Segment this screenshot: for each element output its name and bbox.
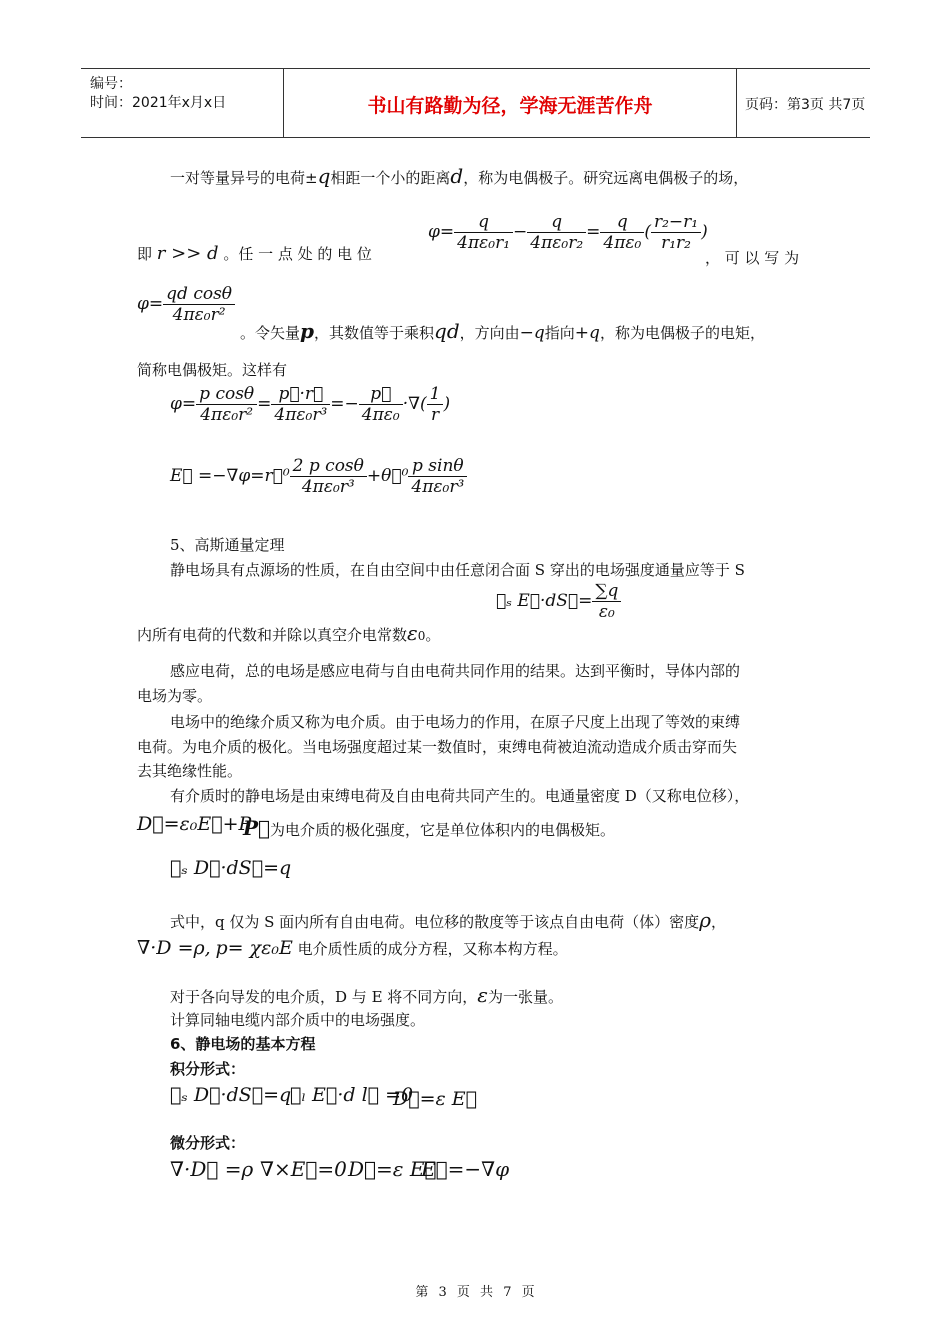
page-footer: 第 3 页 共 7 页 (415, 1285, 535, 1300)
para-dipole-intro (170, 166, 748, 188)
text: ，方向由 (459, 324, 520, 342)
para-dielectric-2: 电荷。为电介质的极化。当电场强度超过某一数值时，束缚电荷被迫流动造成介质击穿而失 (137, 738, 738, 756)
differential-form-label: 微分形式： (170, 1134, 246, 1152)
text: 电介质性质的成分方程，又称本构方程。 (297, 940, 568, 958)
math-rho: ρ (699, 908, 711, 932)
math-p-vector: p (300, 319, 314, 343)
math-p-chi: p= χε₀E (215, 937, 293, 959)
para-dipole-moment (240, 321, 765, 343)
para-constitutive (137, 938, 568, 959)
para-so-we-have: 简称电偶极矩。这样有 (137, 361, 288, 379)
section-5-heading: 5、高斯通量定理 (170, 536, 285, 554)
text: 即 (137, 245, 153, 263)
math-epsilon: ε (407, 621, 418, 645)
date-label: 时间：2021年x月x日 (90, 95, 227, 111)
math-pos-q: +q (574, 323, 600, 343)
math-epsilon: ε (477, 983, 489, 1007)
text: ，其数值等于乘积 (314, 324, 435, 342)
page-label: 页码：第3页 共7页 (745, 97, 866, 113)
equation-potential-gradient: φ= $\frac{\text{p cosθ}}{\text{4πε₀r²}}$ = $\frac{p⃗\cdot r⃗}{\text{4πε₀r³}}$ =− $\frac{p⃗}{\text{4πε₀}}$ ·∇( $\frac{1}{r}$ ) (170, 384, 451, 425)
equation-integral-constitutive: D⃗=ε E⃗ (393, 1088, 478, 1110)
equation-field-dipole: E⃗ =−∇φ=r⃗⁰ $\frac{\text{2 p cosθ}}{\text{4πε₀r³}}$ +θ⃗⁰ $\frac{\text{p sinθ}}{\text{4πε₀r³}}$ (170, 456, 467, 497)
text: 为一张量。 (488, 988, 564, 1006)
math-P-vector: P⃗ (243, 816, 271, 840)
text: 对于各向导发的电介质，D 与 E 将不同方向， (170, 988, 478, 1006)
equation-gauss-E: ∯ₛ E⃗·dS⃗= $\frac{\sum q}{\text{ε₀}}$ (496, 581, 621, 622)
header-page-cell (737, 69, 870, 137)
math-d: d (450, 164, 464, 188)
equation-diff-divergence: ∇·D⃗ =ρ (170, 1157, 254, 1181)
equation-diff-constitutive: D⃗=ε E⃗ (348, 1157, 437, 1181)
text: 。令矢量 (240, 324, 301, 342)
text: 一对等量异号的电荷± (170, 169, 318, 187)
math-qd: qd (434, 319, 460, 343)
header-meta-cell (81, 69, 284, 137)
equation-diff-potential: E⃗=−∇φ (421, 1157, 510, 1181)
math-div-D: ∇·D =ρ, (137, 937, 211, 959)
equation-potential-dipole: φ= $\frac{\text{qd cosθ}}{\text{4πε₀r²}}$ (137, 284, 235, 325)
integral-form-label: 积分形式： (170, 1060, 246, 1078)
equation-potential-sum: φ= $\frac{q}{\text{4πε₀r₁}}$ − $\frac{q}{\text{4πε₀r₂}}$ = $\frac{q}{\text{4πε₀}}$ ( $\frac{\text{r₂−r₁}}{\text{r₁r₂}}$ ) (428, 212, 708, 253)
equation-diff-curl: ∇×E⃗=0 (260, 1157, 347, 1181)
equation-integral-loop: ∮ₗ E⃗·d l⃗ =0 (290, 1084, 414, 1106)
para-free-charge (170, 910, 726, 932)
text: 内所有电荷的代数和并除以真空介电常数 (137, 626, 408, 644)
equation-D-definition: D⃗=ε₀E⃗+P (137, 813, 252, 835)
para-gauss-2 (137, 623, 440, 646)
equation-integral-gauss: ∯ₛ D⃗·dS⃗=q (170, 1084, 292, 1106)
text-can-write: ， 可 以 写 为 (705, 249, 800, 267)
text: 指向 (544, 324, 575, 342)
header-motto-cell (284, 69, 737, 137)
text: 式中，q 仅为 S 面内所有自由电荷。电位移的散度等于该点自由电荷（体）密度 (170, 913, 700, 931)
text: 。 (425, 626, 441, 644)
math-q: q (317, 164, 331, 188)
para-displacement: 有介质时的静电场是由束缚电荷及自由电荷共同产生的。电通量密度 D（又称电位移）， (170, 787, 750, 805)
para-induced-1: 感应电荷，总的电场是感应电荷与自由电荷共同作用的结果。达到平衡时，导体内部的 (170, 662, 741, 680)
text: 相距一个小的距离 (330, 169, 451, 187)
para-dielectric-3: 去其绝缘性能。 (137, 762, 243, 780)
text: ，称为电偶极子。研究远离电偶极子的场， (463, 169, 749, 187)
para-anisotropic (170, 985, 563, 1007)
para-potential-intro (137, 244, 372, 264)
text: 为电介质的极化强度，它是单位体积内的电偶极矩。 (270, 821, 616, 839)
math-r-gg-d: r >> d (156, 243, 219, 264)
para-induced-2: 电场为零。 (137, 687, 213, 705)
para-gauss-1: 静电场具有点源场的性质，在自由空间中由任意闭合面 S 穿出的电场强度通量应等于 S (170, 561, 745, 579)
number-label: 编号： (90, 76, 132, 92)
text: ， (710, 913, 726, 931)
motto: 书山有路勤为径，学海无涯苦作舟 (367, 95, 653, 117)
para-polarization (243, 818, 615, 840)
page-header (81, 68, 870, 138)
math-neg-q: −q (519, 323, 545, 343)
para-dielectric-1: 电场中的绝缘介质又称为电介质。由于电场力的作用，在原子尺度上出现了等效的束缚 (170, 713, 741, 731)
text: 。任 一 点 处 的 电 位 (223, 245, 372, 263)
section-6-heading: 6、静电场的基本方程 (170, 1035, 316, 1053)
para-coax: 计算同轴电缆内部介质中的电场强度。 (170, 1011, 426, 1029)
math-sub-0: 0 (417, 629, 426, 643)
text: ，称为电偶极子的电矩， (599, 324, 765, 342)
equation-gauss-D: ∯ₛ D⃗·dS⃗=q (170, 857, 292, 879)
